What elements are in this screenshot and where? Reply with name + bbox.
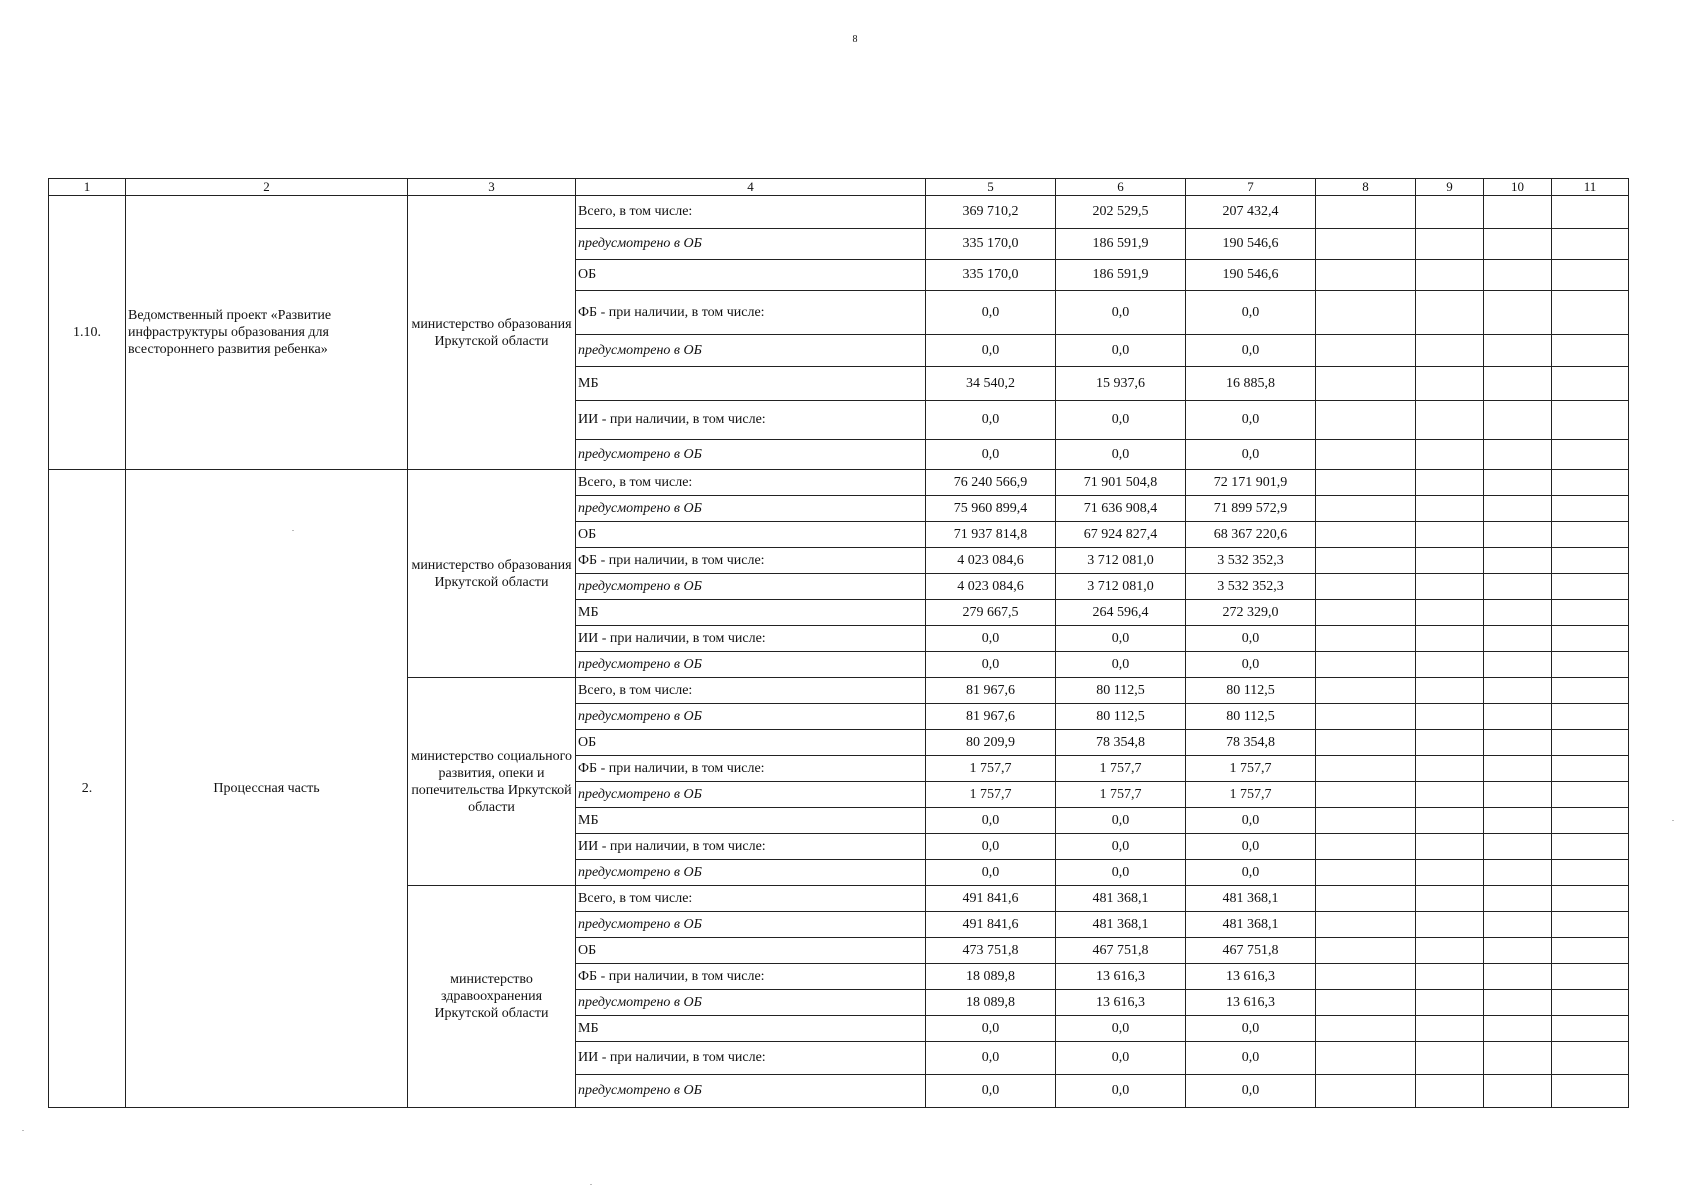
value-cell-col-10: [1484, 652, 1552, 678]
value-cell-col-9: [1416, 626, 1484, 652]
value-cell-col-11: [1552, 886, 1629, 912]
table-row: [49, 470, 1629, 496]
value-cell-col-11: [1552, 652, 1629, 678]
value-cell-col-11: [1552, 834, 1629, 860]
value-cell-col-11: [1552, 291, 1629, 335]
value-cell-col-8: [1316, 782, 1416, 808]
value-cell-col-8: [1316, 1042, 1416, 1075]
value-cell-col-6: 0,0: [1056, 860, 1186, 886]
funding-source-label: предусмотрено в ОБ: [576, 652, 926, 678]
value-cell-col-11: [1552, 626, 1629, 652]
value-cell-col-5: 0,0: [926, 1042, 1056, 1075]
responsible-executor: министерство образования Иркутской области: [408, 196, 576, 470]
value-cell-col-8: [1316, 990, 1416, 1016]
header-cell: 3: [408, 179, 576, 196]
value-cell-col-11: [1552, 196, 1629, 229]
value-cell-col-6: 264 596,4: [1056, 600, 1186, 626]
value-cell-col-6: 481 368,1: [1056, 886, 1186, 912]
value-cell-col-9: [1416, 886, 1484, 912]
value-cell-col-6: 1 757,7: [1056, 756, 1186, 782]
value-cell-col-6: 202 529,5: [1056, 196, 1186, 229]
funding-source-label: предусмотрено в ОБ: [576, 912, 926, 938]
value-cell-col-6: 3 712 081,0: [1056, 574, 1186, 600]
funding-source-label: МБ: [576, 600, 926, 626]
funding-source-label: предусмотрено в ОБ: [576, 574, 926, 600]
funding-source-label: ФБ - при наличии, в том числе:: [576, 756, 926, 782]
header-cell: 10: [1484, 179, 1552, 196]
value-cell-col-5: 0,0: [926, 401, 1056, 440]
value-cell-col-9: [1416, 756, 1484, 782]
value-cell-col-9: [1416, 860, 1484, 886]
scan-speck: [22, 1130, 24, 1131]
value-cell-col-10: [1484, 808, 1552, 834]
value-cell-col-10: [1484, 964, 1552, 990]
value-cell-col-9: [1416, 704, 1484, 730]
header-cell: 7: [1186, 179, 1316, 196]
value-cell-col-9: [1416, 600, 1484, 626]
value-cell-col-10: [1484, 291, 1552, 335]
value-cell-col-10: [1484, 260, 1552, 291]
value-cell-col-11: [1552, 401, 1629, 440]
header-row: [49, 179, 1629, 196]
value-cell-col-5: 0,0: [926, 1016, 1056, 1042]
value-cell-col-5: 0,0: [926, 626, 1056, 652]
funding-source-label: Всего, в том числе:: [576, 196, 926, 229]
value-cell-col-11: [1552, 548, 1629, 574]
value-cell-col-8: [1316, 834, 1416, 860]
value-cell-col-9: [1416, 678, 1484, 704]
funding-source-label: ОБ: [576, 938, 926, 964]
value-cell-col-9: [1416, 401, 1484, 440]
value-cell-col-7: 190 546,6: [1186, 229, 1316, 260]
value-cell-col-11: [1552, 1042, 1629, 1075]
value-cell-col-9: [1416, 470, 1484, 496]
value-cell-col-9: [1416, 522, 1484, 548]
header-cell: 8: [1316, 179, 1416, 196]
value-cell-col-10: [1484, 782, 1552, 808]
value-cell-col-10: [1484, 834, 1552, 860]
value-cell-col-5: 76 240 566,9: [926, 470, 1056, 496]
value-cell-col-7: 0,0: [1186, 626, 1316, 652]
value-cell-col-10: [1484, 367, 1552, 401]
value-cell-col-5: 4 023 084,6: [926, 574, 1056, 600]
value-cell-col-9: [1416, 367, 1484, 401]
value-cell-col-11: [1552, 990, 1629, 1016]
value-cell-col-7: 0,0: [1186, 401, 1316, 440]
value-cell-col-10: [1484, 440, 1552, 470]
value-cell-col-8: [1316, 470, 1416, 496]
value-cell-col-6: 0,0: [1056, 1075, 1186, 1108]
value-cell-col-8: [1316, 600, 1416, 626]
value-cell-col-11: [1552, 782, 1629, 808]
responsible-executor: министерство образования Иркутской области: [408, 470, 576, 678]
value-cell-col-6: 186 591,9: [1056, 260, 1186, 291]
value-cell-col-6: 78 354,8: [1056, 730, 1186, 756]
value-cell-col-7: 1 757,7: [1186, 756, 1316, 782]
value-cell-col-6: 0,0: [1056, 291, 1186, 335]
value-cell-col-7: 16 885,8: [1186, 367, 1316, 401]
value-cell-col-11: [1552, 938, 1629, 964]
value-cell-col-11: [1552, 964, 1629, 990]
value-cell-col-11: [1552, 1016, 1629, 1042]
value-cell-col-11: [1552, 600, 1629, 626]
value-cell-col-11: [1552, 860, 1629, 886]
value-cell-col-10: [1484, 938, 1552, 964]
value-cell-col-5: 0,0: [926, 808, 1056, 834]
value-cell-col-9: [1416, 496, 1484, 522]
value-cell-col-5: 279 667,5: [926, 600, 1056, 626]
funding-source-label: предусмотрено в ОБ: [576, 496, 926, 522]
value-cell-col-10: [1484, 574, 1552, 600]
value-cell-col-11: [1552, 756, 1629, 782]
value-cell-col-11: [1552, 808, 1629, 834]
value-cell-col-7: 272 329,0: [1186, 600, 1316, 626]
funding-source-label: Всего, в том числе:: [576, 470, 926, 496]
value-cell-col-8: [1316, 626, 1416, 652]
value-cell-col-5: 491 841,6: [926, 886, 1056, 912]
value-cell-col-5: 0,0: [926, 1075, 1056, 1108]
value-cell-col-5: 1 757,7: [926, 756, 1056, 782]
value-cell-col-8: [1316, 808, 1416, 834]
funding-source-label: предусмотрено в ОБ: [576, 335, 926, 367]
value-cell-col-6: 0,0: [1056, 1042, 1186, 1075]
value-cell-col-8: [1316, 886, 1416, 912]
value-cell-col-5: 0,0: [926, 834, 1056, 860]
value-cell-col-9: [1416, 912, 1484, 938]
value-cell-col-9: [1416, 1075, 1484, 1108]
value-cell-col-10: [1484, 522, 1552, 548]
value-cell-col-5: 75 960 899,4: [926, 496, 1056, 522]
funding-source-label: МБ: [576, 808, 926, 834]
value-cell-col-11: [1552, 229, 1629, 260]
funding-source-label: ОБ: [576, 260, 926, 291]
value-cell-col-6: 15 937,6: [1056, 367, 1186, 401]
value-cell-col-6: 3 712 081,0: [1056, 548, 1186, 574]
value-cell-col-6: 1 757,7: [1056, 782, 1186, 808]
value-cell-col-10: [1484, 860, 1552, 886]
value-cell-col-8: [1316, 440, 1416, 470]
value-cell-col-10: [1484, 990, 1552, 1016]
value-cell-col-7: 1 757,7: [1186, 782, 1316, 808]
value-cell-col-5: 0,0: [926, 335, 1056, 367]
value-cell-col-9: [1416, 652, 1484, 678]
section-name: Ведомственный проект «Развитие инфраструктуры образования для всестороннего развития ребенка»: [126, 196, 408, 470]
value-cell-col-7: 467 751,8: [1186, 938, 1316, 964]
value-cell-col-7: 207 432,4: [1186, 196, 1316, 229]
value-cell-col-5: 335 170,0: [926, 260, 1056, 291]
value-cell-col-9: [1416, 834, 1484, 860]
value-cell-col-5: 80 209,9: [926, 730, 1056, 756]
value-cell-col-5: 369 710,2: [926, 196, 1056, 229]
value-cell-col-5: 1 757,7: [926, 782, 1056, 808]
page-number: 8: [852, 34, 858, 45]
header-cell: 5: [926, 179, 1056, 196]
budget-table: [48, 178, 1629, 1108]
scan-speck: [292, 530, 294, 531]
value-cell-col-7: 3 532 352,3: [1186, 574, 1316, 600]
value-cell-col-7: 0,0: [1186, 1042, 1316, 1075]
value-cell-col-7: 13 616,3: [1186, 964, 1316, 990]
value-cell-col-9: [1416, 440, 1484, 470]
value-cell-col-11: [1552, 260, 1629, 291]
funding-source-label: ИИ - при наличии, в том числе:: [576, 401, 926, 440]
value-cell-col-9: [1416, 730, 1484, 756]
value-cell-col-10: [1484, 401, 1552, 440]
funding-source-label: МБ: [576, 367, 926, 401]
funding-source-label: Всего, в том числе:: [576, 886, 926, 912]
value-cell-col-10: [1484, 626, 1552, 652]
funding-source-label: Всего, в том числе:: [576, 678, 926, 704]
value-cell-col-8: [1316, 574, 1416, 600]
value-cell-col-10: [1484, 600, 1552, 626]
value-cell-col-5: 18 089,8: [926, 964, 1056, 990]
value-cell-col-8: [1316, 367, 1416, 401]
value-cell-col-8: [1316, 291, 1416, 335]
funding-source-label: предусмотрено в ОБ: [576, 440, 926, 470]
value-cell-col-9: [1416, 335, 1484, 367]
funding-source-label: ИИ - при наличии, в том числе:: [576, 834, 926, 860]
value-cell-col-11: [1552, 574, 1629, 600]
value-cell-col-8: [1316, 522, 1416, 548]
value-cell-col-7: 68 367 220,6: [1186, 522, 1316, 548]
funding-source-label: ФБ - при наличии, в том числе:: [576, 548, 926, 574]
value-cell-col-11: [1552, 678, 1629, 704]
table-row: [49, 196, 1629, 229]
value-cell-col-5: 71 937 814,8: [926, 522, 1056, 548]
value-cell-col-7: 78 354,8: [1186, 730, 1316, 756]
value-cell-col-5: 335 170,0: [926, 229, 1056, 260]
value-cell-col-7: 0,0: [1186, 860, 1316, 886]
funding-source-label: предусмотрено в ОБ: [576, 782, 926, 808]
value-cell-col-7: 0,0: [1186, 834, 1316, 860]
value-cell-col-10: [1484, 229, 1552, 260]
funding-source-label: предусмотрено в ОБ: [576, 704, 926, 730]
value-cell-col-8: [1316, 704, 1416, 730]
header-cell: 4: [576, 179, 926, 196]
value-cell-col-10: [1484, 912, 1552, 938]
value-cell-col-8: [1316, 196, 1416, 229]
value-cell-col-8: [1316, 1016, 1416, 1042]
value-cell-col-9: [1416, 1042, 1484, 1075]
value-cell-col-5: 81 967,6: [926, 678, 1056, 704]
value-cell-col-6: 0,0: [1056, 652, 1186, 678]
value-cell-col-7: 0,0: [1186, 291, 1316, 335]
value-cell-col-7: 481 368,1: [1186, 912, 1316, 938]
value-cell-col-11: [1552, 335, 1629, 367]
value-cell-col-9: [1416, 1016, 1484, 1042]
value-cell-col-6: 0,0: [1056, 808, 1186, 834]
value-cell-col-11: [1552, 730, 1629, 756]
value-cell-col-11: [1552, 912, 1629, 938]
value-cell-col-9: [1416, 938, 1484, 964]
value-cell-col-10: [1484, 1016, 1552, 1042]
value-cell-col-8: [1316, 964, 1416, 990]
value-cell-col-10: [1484, 1075, 1552, 1108]
value-cell-col-6: 71 636 908,4: [1056, 496, 1186, 522]
value-cell-col-6: 80 112,5: [1056, 704, 1186, 730]
value-cell-col-6: 0,0: [1056, 335, 1186, 367]
value-cell-col-8: [1316, 678, 1416, 704]
value-cell-col-8: [1316, 496, 1416, 522]
value-cell-col-7: 0,0: [1186, 808, 1316, 834]
value-cell-col-7: 190 546,6: [1186, 260, 1316, 291]
value-cell-col-11: [1552, 470, 1629, 496]
value-cell-col-5: 473 751,8: [926, 938, 1056, 964]
value-cell-col-6: 13 616,3: [1056, 964, 1186, 990]
value-cell-col-7: 0,0: [1186, 1016, 1316, 1042]
value-cell-col-7: 80 112,5: [1186, 678, 1316, 704]
header-cell: 1: [49, 179, 126, 196]
value-cell-col-5: 4 023 084,6: [926, 548, 1056, 574]
value-cell-col-6: 80 112,5: [1056, 678, 1186, 704]
header-cell: 9: [1416, 179, 1484, 196]
value-cell-col-5: 81 967,6: [926, 704, 1056, 730]
header-cell: 6: [1056, 179, 1186, 196]
value-cell-col-8: [1316, 652, 1416, 678]
value-cell-col-10: [1484, 730, 1552, 756]
value-cell-col-7: 71 899 572,9: [1186, 496, 1316, 522]
value-cell-col-10: [1484, 196, 1552, 229]
value-cell-col-8: [1316, 229, 1416, 260]
funding-source-label: предусмотрено в ОБ: [576, 990, 926, 1016]
responsible-executor: министерство социального развития, опеки и попечительства Иркутской области: [408, 678, 576, 886]
value-cell-col-10: [1484, 756, 1552, 782]
funding-source-label: ИИ - при наличии, в том числе:: [576, 1042, 926, 1075]
value-cell-col-10: [1484, 548, 1552, 574]
value-cell-col-5: 0,0: [926, 652, 1056, 678]
value-cell-col-6: 0,0: [1056, 440, 1186, 470]
funding-source-label: ОБ: [576, 730, 926, 756]
value-cell-col-11: [1552, 1075, 1629, 1108]
value-cell-col-7: 0,0: [1186, 652, 1316, 678]
funding-source-label: ОБ: [576, 522, 926, 548]
responsible-executor: министерство здравоохранения Иркутской области: [408, 886, 576, 1108]
value-cell-col-8: [1316, 401, 1416, 440]
value-cell-col-8: [1316, 335, 1416, 367]
section-number: 1.10.: [49, 196, 126, 470]
funding-source-label: ФБ - при наличии, в том числе:: [576, 964, 926, 990]
value-cell-col-8: [1316, 730, 1416, 756]
value-cell-col-7: 481 368,1: [1186, 886, 1316, 912]
value-cell-col-6: 0,0: [1056, 626, 1186, 652]
value-cell-col-6: 71 901 504,8: [1056, 470, 1186, 496]
value-cell-col-9: [1416, 548, 1484, 574]
section-name: Процессная часть: [126, 470, 408, 1108]
value-cell-col-8: [1316, 260, 1416, 291]
value-cell-col-9: [1416, 990, 1484, 1016]
value-cell-col-9: [1416, 782, 1484, 808]
value-cell-col-5: 0,0: [926, 291, 1056, 335]
value-cell-col-10: [1484, 335, 1552, 367]
value-cell-col-7: 0,0: [1186, 1075, 1316, 1108]
value-cell-col-9: [1416, 260, 1484, 291]
value-cell-col-7: 0,0: [1186, 440, 1316, 470]
value-cell-col-8: [1316, 860, 1416, 886]
value-cell-col-6: 186 591,9: [1056, 229, 1186, 260]
header-cell: 11: [1552, 179, 1629, 196]
value-cell-col-5: 0,0: [926, 440, 1056, 470]
value-cell-col-8: [1316, 548, 1416, 574]
value-cell-col-7: 0,0: [1186, 335, 1316, 367]
value-cell-col-6: 0,0: [1056, 1016, 1186, 1042]
value-cell-col-11: [1552, 704, 1629, 730]
value-cell-col-6: 13 616,3: [1056, 990, 1186, 1016]
value-cell-col-10: [1484, 496, 1552, 522]
value-cell-col-11: [1552, 496, 1629, 522]
funding-source-label: предусмотрено в ОБ: [576, 1075, 926, 1108]
value-cell-col-6: 67 924 827,4: [1056, 522, 1186, 548]
value-cell-col-11: [1552, 440, 1629, 470]
funding-source-label: предусмотрено в ОБ: [576, 860, 926, 886]
value-cell-col-5: 491 841,6: [926, 912, 1056, 938]
value-cell-col-8: [1316, 938, 1416, 964]
value-cell-col-10: [1484, 678, 1552, 704]
scan-speck: [1672, 820, 1674, 821]
value-cell-col-11: [1552, 522, 1629, 548]
value-cell-col-6: 0,0: [1056, 401, 1186, 440]
funding-source-label: ФБ - при наличии, в том числе:: [576, 291, 926, 335]
funding-source-label: предусмотрено в ОБ: [576, 229, 926, 260]
value-cell-col-8: [1316, 912, 1416, 938]
scan-speck: [590, 1184, 592, 1185]
value-cell-col-10: [1484, 704, 1552, 730]
header-cell: 2: [126, 179, 408, 196]
funding-source-label: ИИ - при наличии, в том числе:: [576, 626, 926, 652]
value-cell-col-9: [1416, 229, 1484, 260]
value-cell-col-5: 18 089,8: [926, 990, 1056, 1016]
value-cell-col-9: [1416, 964, 1484, 990]
table-body: [49, 179, 1629, 1108]
value-cell-col-9: [1416, 808, 1484, 834]
value-cell-col-8: [1316, 756, 1416, 782]
section-number: 2.: [49, 470, 126, 1108]
value-cell-col-7: 13 616,3: [1186, 990, 1316, 1016]
value-cell-col-7: 80 112,5: [1186, 704, 1316, 730]
value-cell-col-9: [1416, 574, 1484, 600]
value-cell-col-10: [1484, 886, 1552, 912]
value-cell-col-10: [1484, 470, 1552, 496]
value-cell-col-9: [1416, 196, 1484, 229]
value-cell-col-5: 0,0: [926, 860, 1056, 886]
value-cell-col-6: 467 751,8: [1056, 938, 1186, 964]
value-cell-col-6: 481 368,1: [1056, 912, 1186, 938]
value-cell-col-8: [1316, 1075, 1416, 1108]
value-cell-col-7: 72 171 901,9: [1186, 470, 1316, 496]
value-cell-col-10: [1484, 1042, 1552, 1075]
value-cell-col-6: 0,0: [1056, 834, 1186, 860]
value-cell-col-7: 3 532 352,3: [1186, 548, 1316, 574]
funding-source-label: МБ: [576, 1016, 926, 1042]
value-cell-col-11: [1552, 367, 1629, 401]
value-cell-col-9: [1416, 291, 1484, 335]
value-cell-col-5: 34 540,2: [926, 367, 1056, 401]
